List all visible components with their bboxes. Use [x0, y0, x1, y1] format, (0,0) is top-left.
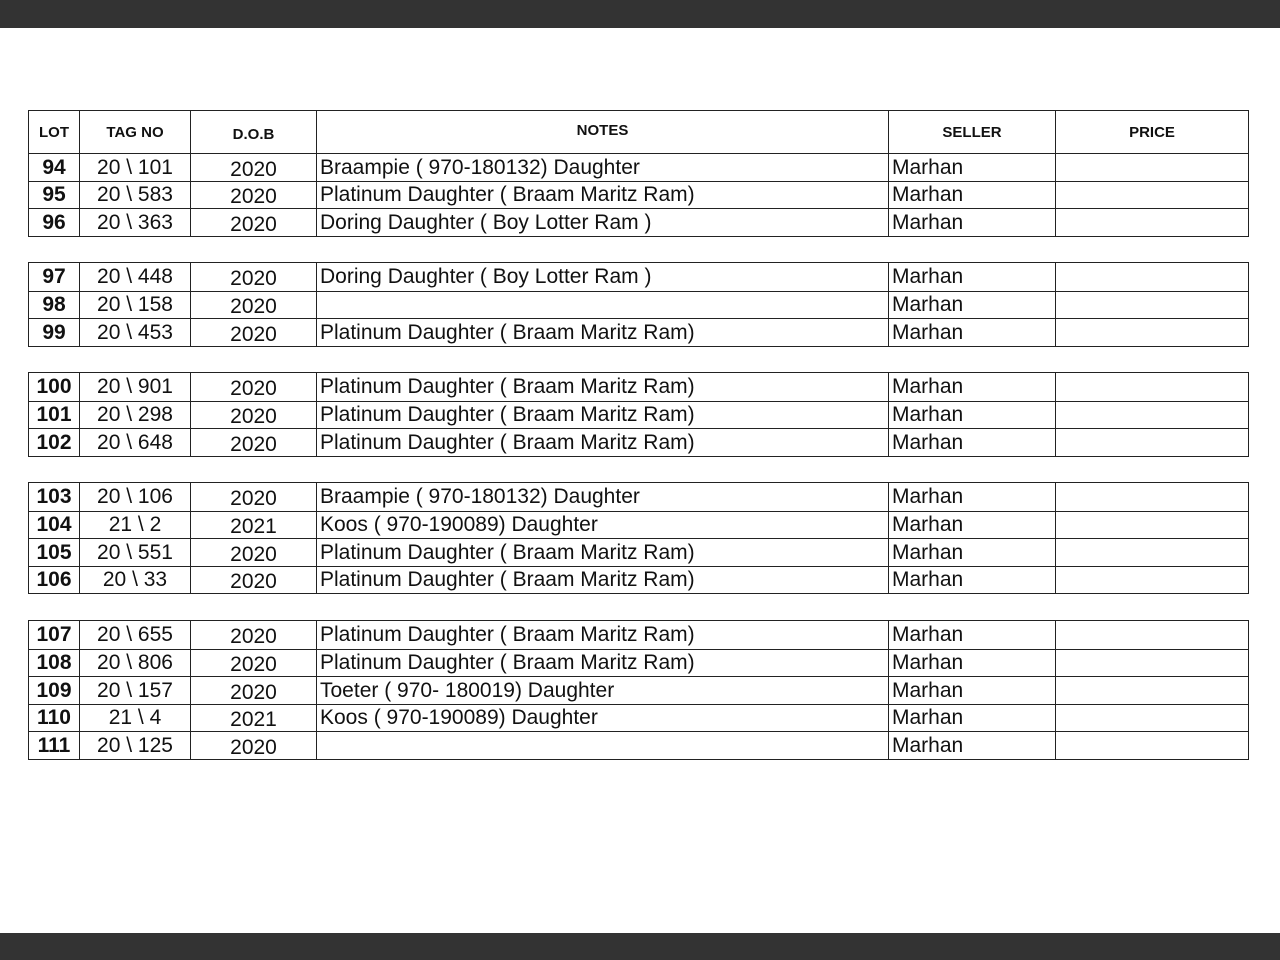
header-notes: NOTES [316, 111, 888, 153]
price-cell[interactable] [1055, 429, 1248, 456]
dob-cell: 2020 [190, 539, 316, 566]
seller-cell: Marhan [888, 402, 1055, 429]
lot-cell: 98 [42, 293, 66, 317]
dob-cell: 2020 [190, 567, 316, 594]
seller-cell: Marhan [888, 292, 1055, 319]
tag-cell: 20 \ 363 [79, 209, 190, 236]
tag-cell: 20 \ 158 [79, 292, 190, 319]
notes-cell: Platinum Daughter ( Braam Maritz Ram) [316, 650, 888, 677]
notes-cell: Platinum Daughter ( Braam Maritz Ram) [316, 567, 888, 594]
price-cell[interactable] [1055, 263, 1248, 291]
price-cell[interactable] [1055, 732, 1248, 759]
price-cell[interactable] [1055, 512, 1248, 539]
notes-cell: Platinum Daughter ( Braam Maritz Ram) [316, 621, 888, 649]
notes-cell: Koos ( 970-190089) Daughter [316, 512, 888, 539]
price-cell[interactable] [1055, 402, 1248, 429]
table-row [29, 373, 1248, 401]
seller-cell: Marhan [888, 512, 1055, 539]
seller-cell: Marhan [888, 732, 1055, 759]
tag-cell: 21 \ 2 [79, 512, 190, 539]
tag-cell: 20 \ 101 [79, 154, 190, 181]
lot-table-group-4 [28, 482, 1249, 594]
notes-cell: Platinum Daughter ( Braam Maritz Ram) [316, 539, 888, 566]
seller-cell: Marhan [888, 429, 1055, 456]
lot-cell: 110 [37, 706, 71, 730]
price-cell[interactable] [1055, 292, 1248, 319]
table-row [29, 621, 1248, 649]
dob-cell: 2021 [190, 512, 316, 539]
lot-table-group-3 [28, 372, 1249, 457]
price-cell[interactable] [1055, 650, 1248, 677]
seller-cell: Marhan [888, 539, 1055, 566]
notes-cell: Platinum Daughter ( Braam Maritz Ram) [316, 319, 888, 346]
table-row [29, 208, 1248, 236]
price-cell[interactable] [1055, 373, 1248, 401]
lot-cell: 106 [36, 568, 72, 592]
lot-cell: 108 [36, 651, 72, 675]
dob-cell: 2020 [190, 621, 316, 649]
table-row [29, 318, 1248, 346]
header-price: PRICE [1055, 111, 1248, 153]
dob-cell: 2020 [190, 292, 316, 319]
lot-table-group-2 [28, 262, 1249, 347]
seller-cell: Marhan [888, 182, 1055, 209]
tag-cell: 20 \ 125 [79, 732, 190, 759]
tag-cell: 21 \ 4 [79, 705, 190, 732]
notes-cell: Koos ( 970-190089) Daughter [316, 705, 888, 732]
lot-cell: 111 [37, 733, 71, 757]
lot-cell: 94 [42, 155, 66, 179]
seller-cell: Marhan [888, 154, 1055, 181]
tag-cell: 20 \ 448 [79, 263, 190, 291]
price-cell[interactable] [1055, 154, 1248, 181]
table-row [29, 428, 1248, 456]
tag-cell: 20 \ 551 [79, 539, 190, 566]
seller-cell: Marhan [888, 373, 1055, 401]
price-cell[interactable] [1055, 567, 1248, 594]
lot-table-group-1 [28, 110, 1249, 237]
price-cell[interactable] [1055, 209, 1248, 236]
price-cell[interactable] [1055, 621, 1248, 649]
lot-cell: 105 [36, 540, 72, 564]
dob-cell: 2020 [190, 209, 316, 236]
table-header-row [29, 111, 1248, 153]
table-row [29, 731, 1248, 759]
table-row [29, 483, 1248, 511]
notes-cell [316, 292, 888, 319]
price-cell[interactable] [1055, 705, 1248, 732]
table-row [29, 153, 1248, 181]
lot-cell: 99 [42, 320, 66, 344]
tag-cell: 20 \ 583 [79, 182, 190, 209]
notes-cell: Toeter ( 970- 180019) Daughter [316, 677, 888, 704]
tag-cell: 20 \ 33 [79, 567, 190, 594]
table-row [29, 704, 1248, 732]
dob-cell: 2020 [190, 677, 316, 704]
notes-cell: Doring Daughter ( Boy Lotter Ram ) [316, 263, 888, 291]
notes-cell: Doring Daughter ( Boy Lotter Ram ) [316, 209, 888, 236]
seller-cell: Marhan [888, 677, 1055, 704]
notes-cell: Platinum Daughter ( Braam Maritz Ram) [316, 373, 888, 401]
seller-cell: Marhan [888, 483, 1055, 511]
bottom-frame-bar [0, 933, 1280, 960]
lot-cell: 97 [42, 265, 66, 289]
tag-cell: 20 \ 648 [79, 429, 190, 456]
dob-cell: 2020 [190, 182, 316, 209]
lot-cell: 109 [36, 678, 72, 702]
dob-cell: 2021 [190, 705, 316, 732]
dob-cell: 2020 [190, 732, 316, 759]
seller-cell: Marhan [888, 621, 1055, 649]
header-tag-no: TAG NO [79, 111, 190, 153]
lot-cell: 107 [36, 623, 72, 647]
dob-cell: 2020 [190, 483, 316, 511]
table-row [29, 181, 1248, 209]
tag-cell: 20 \ 106 [79, 483, 190, 511]
tag-cell: 20 \ 655 [79, 621, 190, 649]
notes-cell: Braampie ( 970-180132) Daughter [316, 154, 888, 181]
seller-cell: Marhan [888, 209, 1055, 236]
seller-cell: Marhan [888, 705, 1055, 732]
table-row [29, 538, 1248, 566]
dob-cell: 2020 [190, 402, 316, 429]
lot-table-group-5 [28, 620, 1249, 760]
notes-cell [316, 732, 888, 759]
dob-cell: 2020 [190, 650, 316, 677]
header-lot: LOT [39, 123, 69, 141]
lot-cell: 102 [36, 430, 72, 454]
tag-cell: 20 \ 806 [79, 650, 190, 677]
dob-cell: 2020 [190, 263, 316, 291]
lot-cell: 103 [36, 485, 72, 509]
seller-cell: Marhan [888, 319, 1055, 346]
header-seller: SELLER [888, 111, 1055, 153]
dob-cell: 2020 [190, 429, 316, 456]
dob-cell: 2020 [190, 373, 316, 401]
notes-cell: Platinum Daughter ( Braam Maritz Ram) [316, 182, 888, 209]
table-row [29, 263, 1248, 291]
seller-cell: Marhan [888, 650, 1055, 677]
price-cell[interactable] [1055, 182, 1248, 209]
price-cell[interactable] [1055, 319, 1248, 346]
price-cell[interactable] [1055, 677, 1248, 704]
tag-cell: 20 \ 298 [79, 402, 190, 429]
lot-cell: 101 [36, 403, 72, 427]
lot-cell: 95 [42, 183, 66, 207]
price-cell[interactable] [1055, 483, 1248, 511]
header-dob: D.O.B [190, 111, 316, 153]
table-row [29, 566, 1248, 594]
notes-cell: Braampie ( 970-180132) Daughter [316, 483, 888, 511]
seller-cell: Marhan [888, 263, 1055, 291]
table-row [29, 401, 1248, 429]
dob-cell: 2020 [190, 154, 316, 181]
lot-cell: 104 [36, 513, 72, 537]
price-cell[interactable] [1055, 539, 1248, 566]
tag-cell: 20 \ 453 [79, 319, 190, 346]
lot-cell: 96 [42, 210, 66, 234]
lot-cell: 100 [36, 375, 72, 399]
table-row [29, 649, 1248, 677]
table-row [29, 511, 1248, 539]
seller-cell: Marhan [888, 567, 1055, 594]
top-frame-bar [0, 0, 1280, 28]
dob-cell: 2020 [190, 319, 316, 346]
notes-cell: Platinum Daughter ( Braam Maritz Ram) [316, 402, 888, 429]
notes-cell: Platinum Daughter ( Braam Maritz Ram) [316, 429, 888, 456]
table-row [29, 676, 1248, 704]
table-row [29, 291, 1248, 319]
tag-cell: 20 \ 157 [79, 677, 190, 704]
tag-cell: 20 \ 901 [79, 373, 190, 401]
